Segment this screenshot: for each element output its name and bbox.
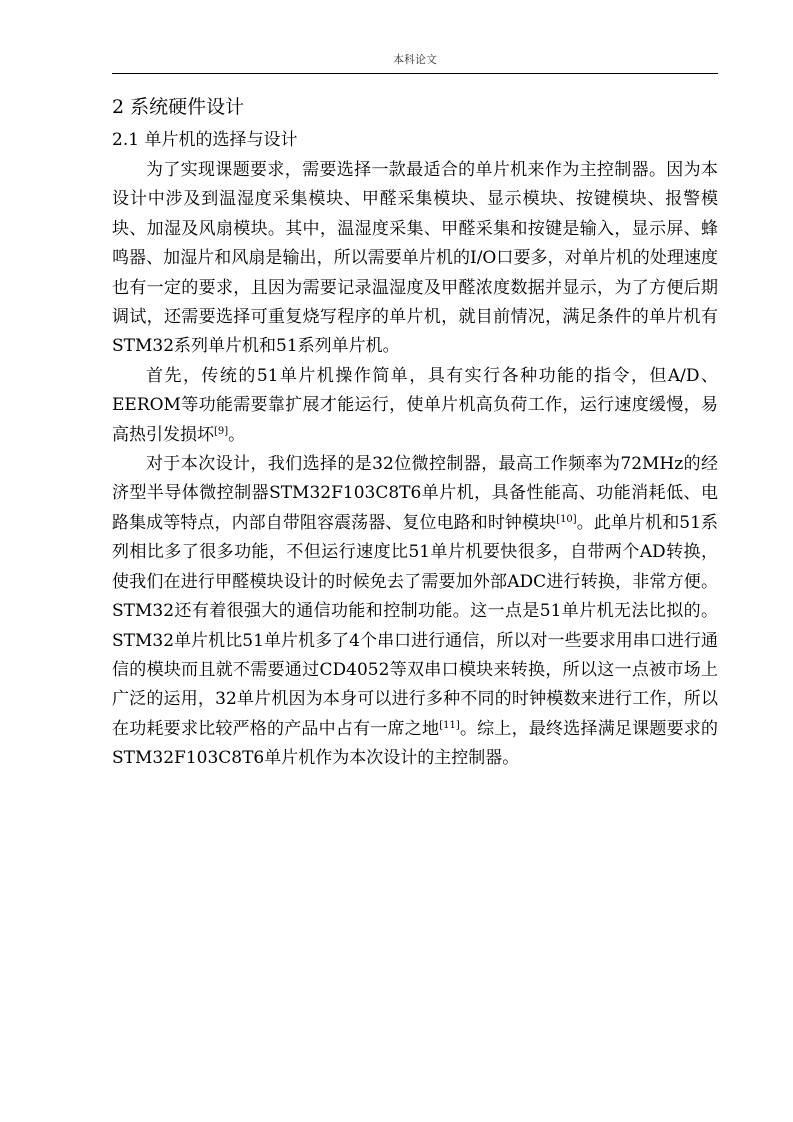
page-content (112, 92, 718, 774)
header-rule (112, 73, 718, 74)
citation-9: [9] (214, 425, 229, 437)
chapter-title: 2 系统硬件设计 (112, 96, 245, 118)
paragraph-3-tail: 。综上，最终选择满足课题要求的STM32F103C8T6单片机作为本次设计的主控制器。 (112, 718, 719, 769)
section-title: 2.1 单片机的选择与设计 (112, 130, 298, 150)
paragraph-3 (112, 450, 718, 773)
citation-11: [11] (439, 719, 460, 731)
paragraph-2-tail: 。 (228, 424, 246, 445)
paragraph-1 (112, 156, 718, 362)
citation-10: [10] (556, 513, 577, 525)
paragraph-2 (112, 362, 718, 450)
paragraph-2-text: 首先，传统的51单片机操作简单，具有实行各种功能的指令，但A/D、EEROM等功能需要靠扩展才能运行，使单片机高负荷工作，运行速度缓慢，易高热引发损坏 (112, 365, 718, 445)
paragraph-3-middle: 。此单片机和51系列相比多了很多功能，不但运行速度比51单片机要快很多，自带两个AD转换，使我们在进行甲醛模块设计的时候免去了需要加外部ADC进行转换，非常方便。STM32还有着很强大的通信功能和控制功能。这一点是51单片机无法比拟的。STM32单片机比51单片机多了4个串口进行通信，所以对一些要求用串口进行通信的模块而且就不需要通过CD4052等双串口模块来转换，所以这一点被市场上广泛的运用，32单片机因为本身可以进行多种不同的时钟模数来进行工作，所以在功耗要求比较严格的产品中占有一席之地 (112, 512, 719, 739)
paragraph-3-text: 对于本次设计，我们选择的是32位微控制器，最高工作频率为72MHz的经济型半导体微控制器STM32F103C8T6单片机，具备性能高、功能消耗低、电路集成等特点，内部自带阻容震荡器、复位电路和时钟模块 (112, 454, 718, 533)
paragraph-1-text: 为了实现课题要求，需要选择一款最适合的单片机来作为主控制器。因为本设计中涉及到温湿度采集模块、甲醛采集模块、显示模块、按键模块、报警模块、加湿及风扇模块。其中，温湿度采集、甲醛采集和按键是输入，显示屏、蜂鸣器、加湿片和风扇是输出，所以需要单片机的I/O口要多，对单片机的处理速度也有一定的要求，且因为需要记录温湿度及甲醛浓度数据并显示，为了方便后期调试，还需要选择可重复烧写程序的单片机，就目前情况，满足条件的单片机有STM32系列单片机和51系列单片机。 (112, 160, 718, 357)
running-header: 本科论文 (393, 53, 437, 66)
